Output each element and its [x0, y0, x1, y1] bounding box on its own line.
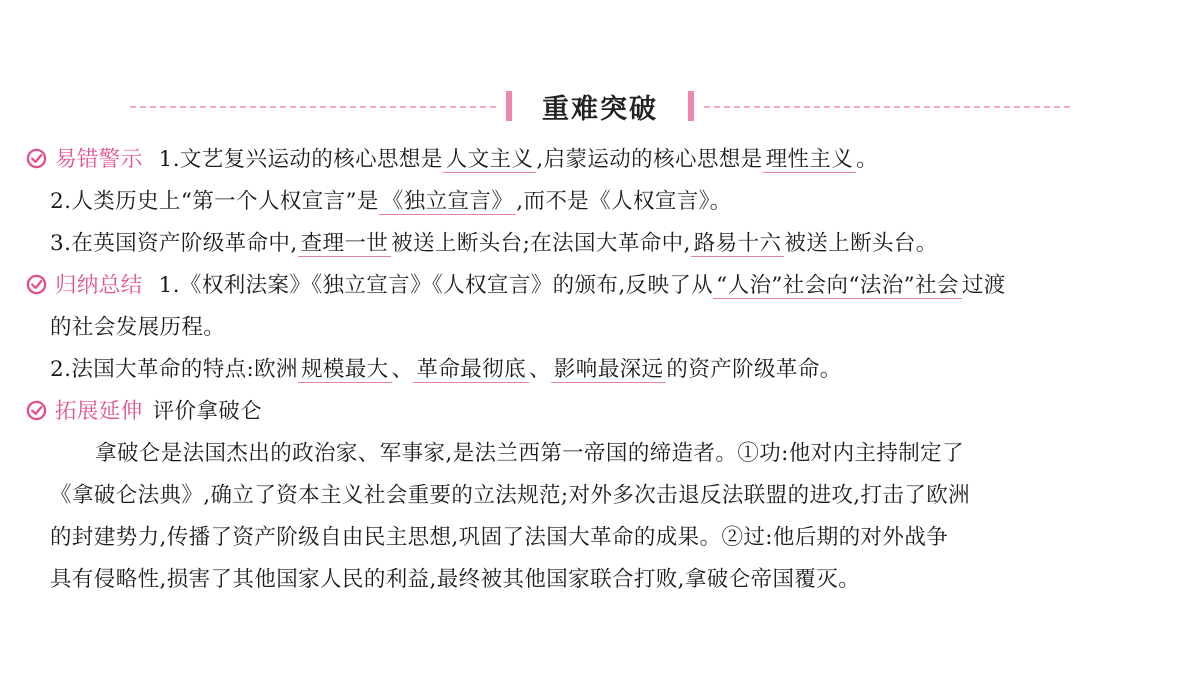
summary-text: 、	[529, 357, 551, 382]
answer-underline: “人治”社会向“法治”社会	[713, 273, 962, 299]
summary-text: 2.法国大革命的特点:欧洲	[50, 357, 298, 382]
summary-line-2	[50, 313, 225, 343]
extension-paragraph-line: 具有侵略性,损害了其他国家人民的利益,最终被其他国家联合打败,拿破仑帝国覆灭。	[50, 567, 861, 592]
answer-underline: 理性主义	[763, 147, 857, 173]
answer-underline: 路易十六	[691, 231, 785, 257]
summary-label: 归纳总结	[55, 273, 143, 298]
warning-line-1	[26, 145, 878, 175]
check-circle-icon	[26, 274, 47, 295]
extension-label: 拓展延伸	[55, 399, 143, 424]
summary-text: 的资产阶级革命。	[666, 357, 842, 382]
summary-text: 、	[391, 357, 414, 382]
warning-text: 被送上断头台。	[784, 231, 938, 256]
warning-label: 易错警示	[55, 147, 143, 172]
answer-underline: 规模最大	[298, 357, 392, 383]
extension-paragraph-line: 《拿破仑法典》,确立了资本主义社会重要的立法规范;对外多次击退反法联盟的进攻,打击了欧洲	[50, 483, 971, 508]
summary-line-1	[26, 271, 1006, 301]
warning-text: ,而不是《人权宣言》。	[516, 189, 732, 214]
warning-line-2	[50, 187, 732, 217]
warning-text: 2.人类历史上“第一个人权宣言”是	[50, 189, 379, 214]
summary-text: 过渡	[961, 273, 1006, 298]
summary-line-3	[50, 355, 842, 385]
warning-text: ,启蒙运动的核心思想是	[536, 147, 763, 172]
answer-underline: 《独立宣言》	[379, 189, 516, 215]
check-circle-icon	[26, 400, 47, 421]
page-title: 重难突破	[542, 93, 658, 125]
answer-underline: 革命最彻底	[413, 357, 529, 383]
extension-header	[26, 397, 262, 427]
check-circle-icon	[26, 148, 47, 169]
answer-underline: 人文主义	[443, 147, 537, 173]
summary-text: 1.《权利法案》《独立宣言》《人权宣言》的颁布,反映了从	[158, 273, 714, 298]
answer-underline: 影响最深远	[551, 357, 667, 383]
warning-line-3	[50, 229, 938, 259]
left-dashed-divider	[130, 106, 496, 108]
left-title-bar	[506, 91, 512, 121]
answer-underline: 查理一世	[298, 231, 392, 257]
right-dashed-divider	[704, 106, 1070, 108]
section-header	[130, 84, 1070, 128]
warning-text: 3.在英国资产阶级革命中,	[50, 231, 298, 256]
extension-paragraph-line: 的封建势力,传播了资产阶级自由民主思想,巩固了法国大革命的成果。②过:他后期的对外战争	[50, 525, 949, 550]
extension-subtitle: 评价拿破仑	[152, 399, 263, 424]
summary-text: 的社会发展历程。	[50, 315, 226, 340]
warning-text: 。	[856, 147, 879, 172]
right-title-bar	[688, 91, 694, 121]
extension-paragraph-line: 拿破仑是法国杰出的政治家、军事家,是法兰西第一帝国的缔造者。①功:他对内主持制定了	[95, 441, 964, 466]
warning-text: 1.文艺复兴运动的核心思想是	[158, 147, 443, 172]
warning-text: 被送上断头台;在法国大革命中,	[391, 231, 691, 256]
